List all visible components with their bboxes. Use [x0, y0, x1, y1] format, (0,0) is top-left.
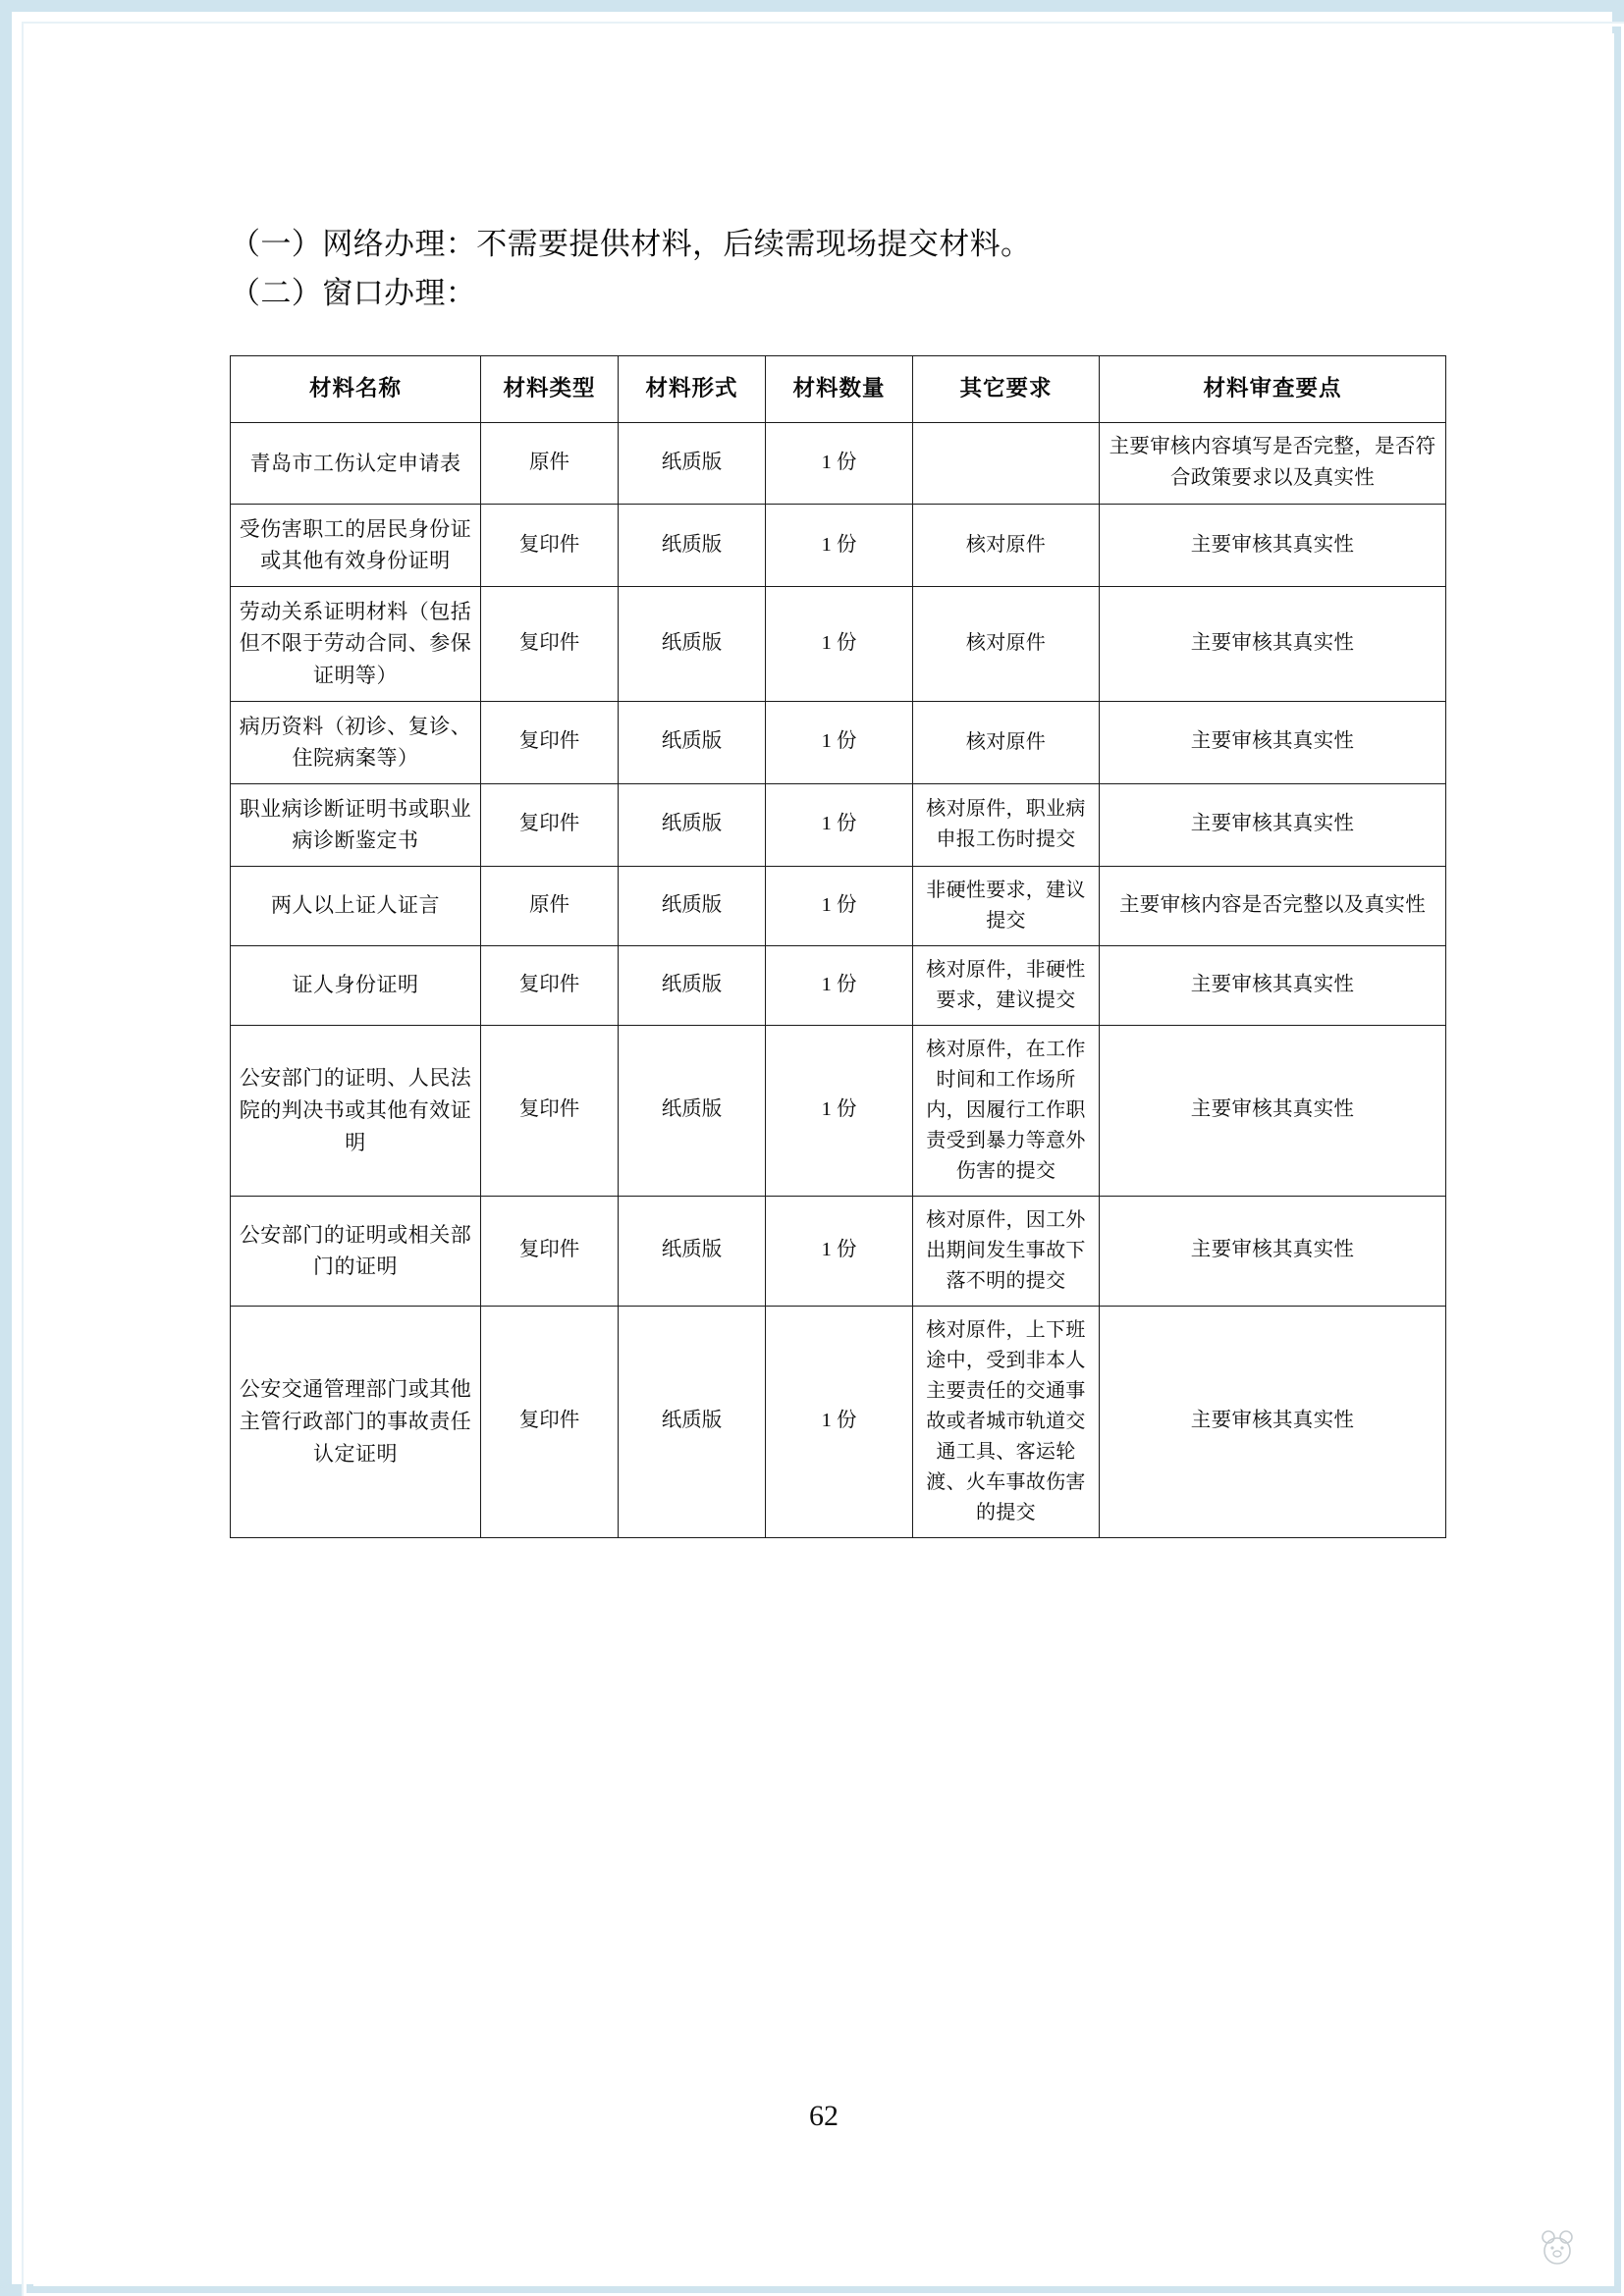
column-header-material-quantity: 材料数量	[766, 356, 913, 423]
cell-material-form: 纸质版	[619, 783, 766, 866]
cell-material-name: 证人身份证明	[231, 945, 481, 1025]
cell-material-type: 复印件	[481, 783, 619, 866]
cell-material-quantity: 1 份	[766, 1196, 913, 1306]
cell-material-name: 两人以上证人证言	[231, 866, 481, 945]
cell-other-requirements: 非硬性要求，建议提交	[913, 866, 1100, 945]
cell-material-name: 公安交通管理部门或其他主管行政部门的事故责任认定证明	[231, 1306, 481, 1537]
intro-paragraphs	[230, 220, 1457, 318]
cell-material-type: 原件	[481, 866, 619, 945]
table-row	[231, 1025, 1446, 1196]
cell-material-quantity: 1 份	[766, 504, 913, 586]
cell-review-points: 主要审核其真实性	[1100, 1025, 1446, 1196]
cell-material-quantity: 1 份	[766, 866, 913, 945]
bear-mark-icon	[1536, 2225, 1579, 2269]
column-header-other-requirements: 其它要求	[913, 356, 1100, 423]
cell-other-requirements: 核对原件，非硬性要求，建议提交	[913, 945, 1100, 1025]
table-row	[231, 783, 1446, 866]
cell-material-quantity: 1 份	[766, 423, 913, 505]
table-row	[231, 504, 1446, 586]
document-page	[33, 33, 1614, 2286]
cell-material-quantity: 1 份	[766, 1306, 913, 1537]
cell-material-type: 复印件	[481, 1306, 619, 1537]
table-row	[231, 423, 1446, 505]
cell-material-type: 复印件	[481, 1025, 619, 1196]
cell-other-requirements: 核对原件	[913, 504, 1100, 586]
cell-material-form: 纸质版	[619, 1025, 766, 1196]
cell-other-requirements: 核对原件	[913, 586, 1100, 701]
cell-other-requirements: 核对原件，因工外出期间发生事故下落不明的提交	[913, 1196, 1100, 1306]
table-row	[231, 701, 1446, 783]
cell-review-points: 主要审核其真实性	[1100, 1306, 1446, 1537]
cell-material-quantity: 1 份	[766, 701, 913, 783]
cell-material-form: 纸质版	[619, 1196, 766, 1306]
cell-material-form: 纸质版	[619, 945, 766, 1025]
cell-material-name: 受伤害职工的居民身份证或其他有效身份证明	[231, 504, 481, 586]
cell-review-points: 主要审核其真实性	[1100, 783, 1446, 866]
table-row	[231, 945, 1446, 1025]
cell-other-requirements: 核对原件，在工作时间和工作场所内，因履行工作职责受到暴力等意外伤害的提交	[913, 1025, 1100, 1196]
column-header-material-name: 材料名称	[231, 356, 481, 423]
cell-material-quantity: 1 份	[766, 945, 913, 1025]
cell-material-name: 病历资料（初诊、复诊、住院病案等）	[231, 701, 481, 783]
cell-material-name: 职业病诊断证明书或职业病诊断鉴定书	[231, 783, 481, 866]
cell-review-points: 主要审核其真实性	[1100, 1196, 1446, 1306]
cell-material-type: 复印件	[481, 1196, 619, 1306]
cell-other-requirements: 核对原件，上下班途中，受到非本人主要责任的交通事故或者城市轨道交通工具、客运轮渡、火车事故伤害的提交	[913, 1306, 1100, 1537]
cell-review-points: 主要审核其真实性	[1100, 701, 1446, 783]
cell-material-name: 公安部门的证明、人民法院的判决书或其他有效证明	[231, 1025, 481, 1196]
paragraph-online-handling: （一）网络办理：不需要提供材料，后续需现场提交材料。	[230, 227, 1032, 261]
cell-material-type: 复印件	[481, 945, 619, 1025]
table-row	[231, 1306, 1446, 1537]
table-row	[231, 586, 1446, 701]
cell-material-type: 复印件	[481, 504, 619, 586]
cell-material-form: 纸质版	[619, 423, 766, 505]
cell-review-points: 主要审核内容是否完整以及真实性	[1100, 866, 1446, 945]
cell-review-points: 主要审核其真实性	[1100, 945, 1446, 1025]
cell-review-points: 主要审核其真实性	[1100, 586, 1446, 701]
cell-other-requirements: 核对原件	[913, 701, 1100, 783]
page-number: 62	[809, 2100, 839, 2132]
cell-material-form: 纸质版	[619, 586, 766, 701]
table-header-row	[231, 356, 1446, 423]
cell-other-requirements: 核对原件，职业病申报工伤时提交	[913, 783, 1100, 866]
column-header-material-type: 材料类型	[481, 356, 619, 423]
cell-material-quantity: 1 份	[766, 1025, 913, 1196]
cell-material-name: 劳动关系证明材料（包括但不限于劳动合同、参保证明等）	[231, 586, 481, 701]
table-row	[231, 1196, 1446, 1306]
column-header-material-form: 材料形式	[619, 356, 766, 423]
cell-material-quantity: 1 份	[766, 586, 913, 701]
table-row	[231, 866, 1446, 945]
cell-material-quantity: 1 份	[766, 783, 913, 866]
cell-review-points: 主要审核内容填写是否完整，是否符合政策要求以及真实性	[1100, 423, 1446, 505]
cell-material-form: 纸质版	[619, 701, 766, 783]
cell-review-points: 主要审核其真实性	[1100, 504, 1446, 586]
cell-material-form: 纸质版	[619, 504, 766, 586]
cell-material-name: 青岛市工伤认定申请表	[231, 423, 481, 505]
cell-material-form: 纸质版	[619, 1306, 766, 1537]
cell-other-requirements	[913, 423, 1100, 505]
cell-material-name: 公安部门的证明或相关部门的证明	[231, 1196, 481, 1306]
column-header-review-points: 材料审查要点	[1100, 356, 1446, 423]
cell-material-form: 纸质版	[619, 866, 766, 945]
cell-material-type: 原件	[481, 423, 619, 505]
materials-table	[230, 355, 1446, 1537]
paragraph-window-handling: （二）窗口办理：	[230, 276, 477, 311]
cell-material-type: 复印件	[481, 701, 619, 783]
page-content	[230, 220, 1457, 1538]
cell-material-type: 复印件	[481, 586, 619, 701]
